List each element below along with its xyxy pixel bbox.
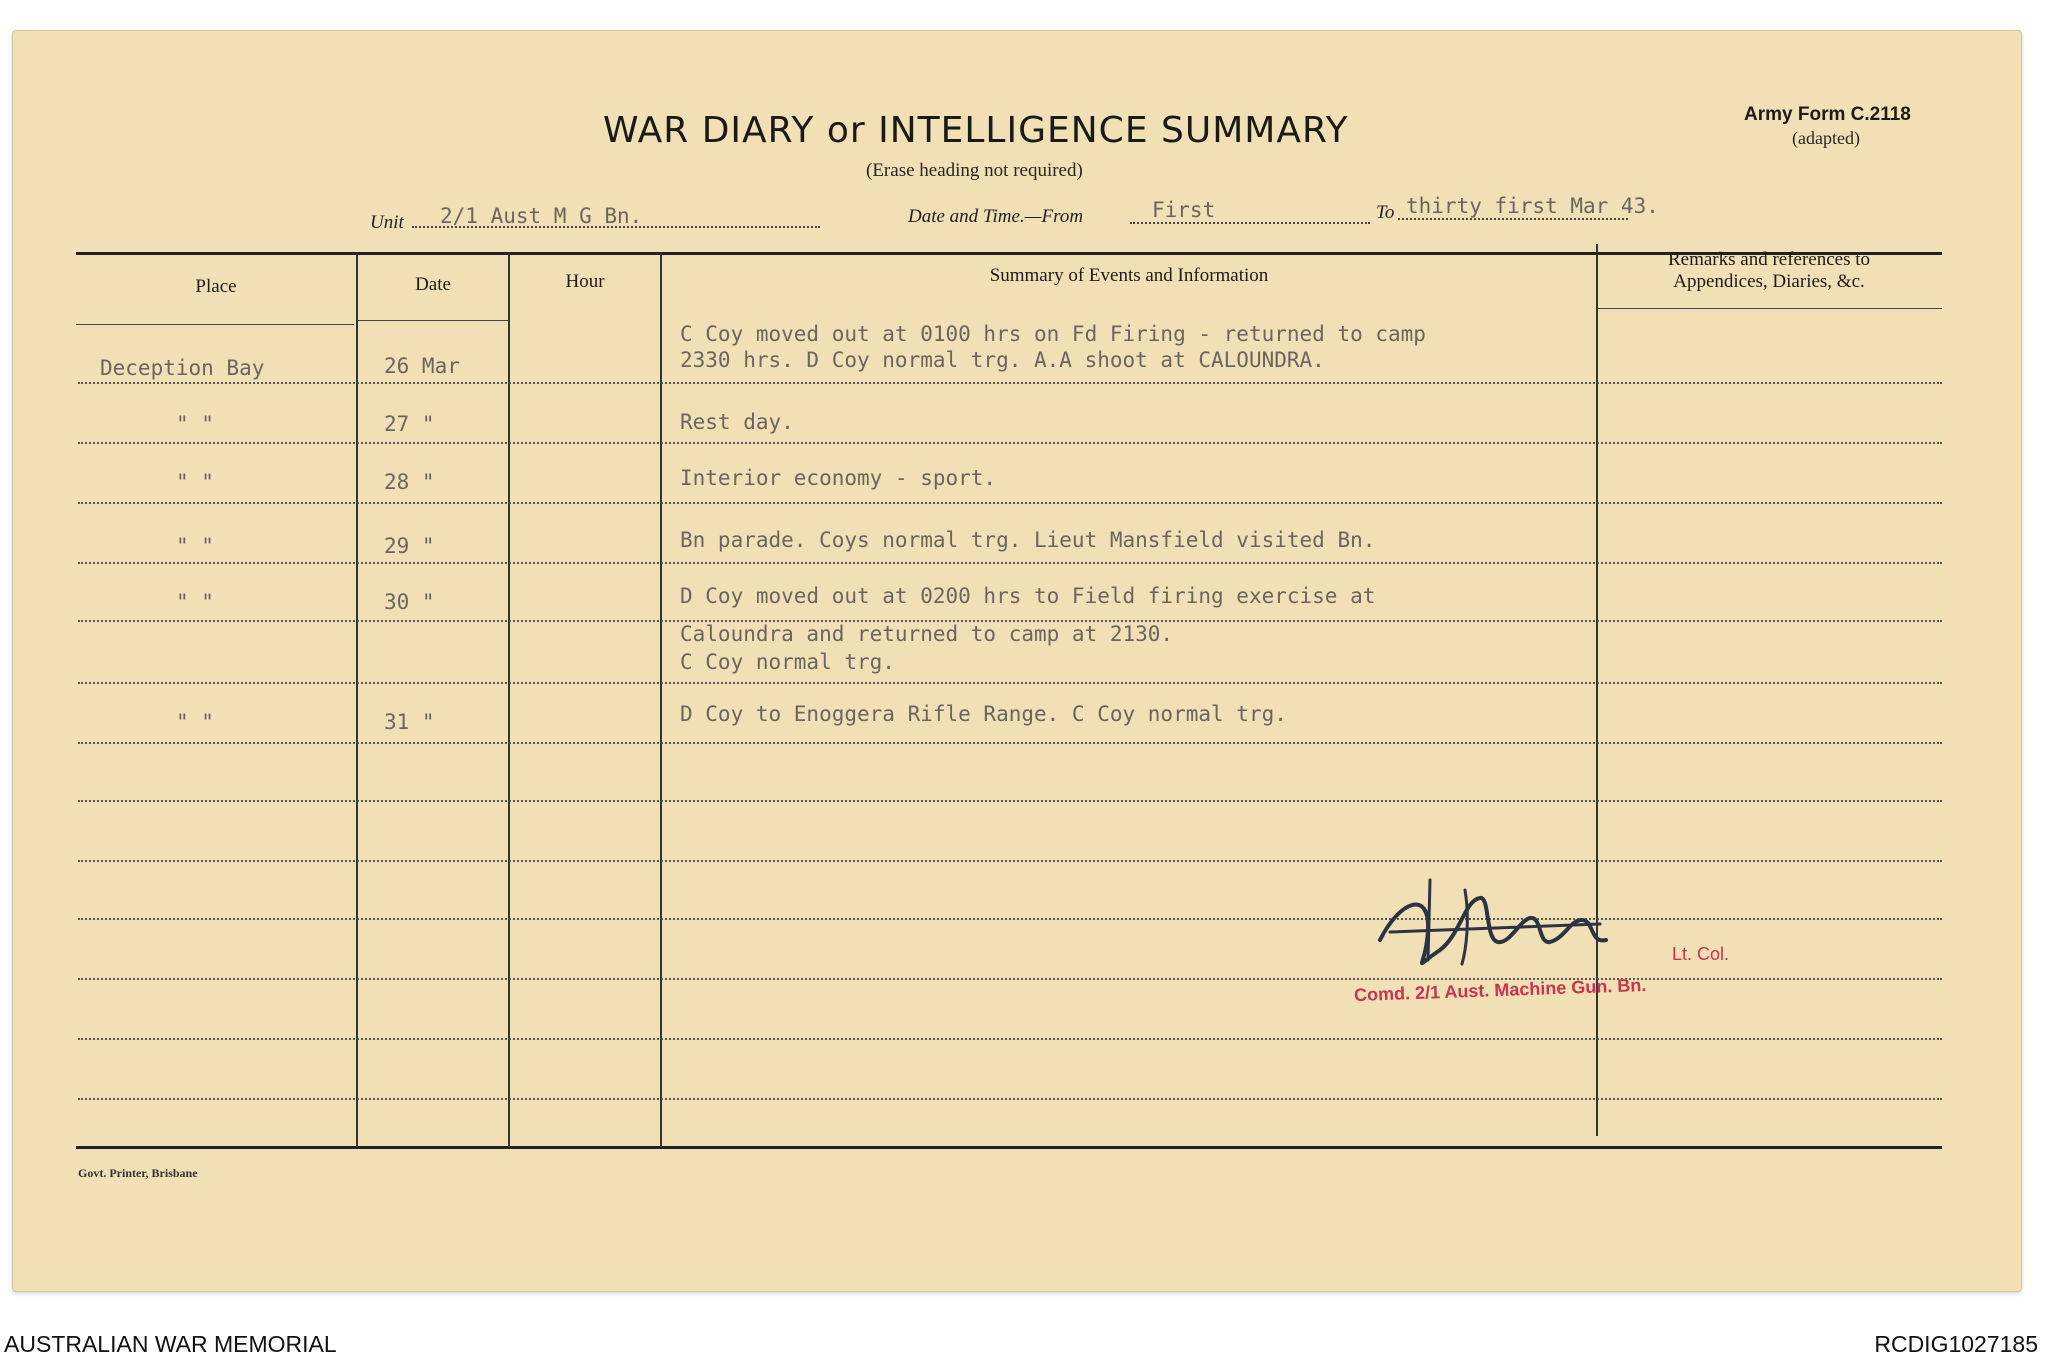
to-label: To bbox=[1376, 202, 1395, 223]
column-header-date: Date bbox=[415, 274, 451, 295]
entry-place: " " bbox=[176, 534, 214, 558]
column-divider-summary bbox=[1596, 244, 1598, 1136]
row-rule bbox=[78, 682, 1942, 684]
army-form-number: Army Form C.2118 bbox=[1744, 104, 1911, 125]
row-rule bbox=[78, 1098, 1942, 1100]
entry-place: " " bbox=[176, 470, 214, 494]
column-header-place: Place bbox=[195, 276, 237, 297]
entry-place: " " bbox=[176, 590, 214, 614]
entry-summary-line: C Coy moved out at 0100 hrs on Fd Firing - returned to camp bbox=[680, 322, 1426, 346]
commander-stamp: Comd. 2/1 Aust. Machine Gun. Bn. bbox=[1353, 974, 1647, 1006]
heading-note: (Erase heading not required) bbox=[866, 160, 1083, 181]
row-rule bbox=[78, 978, 1942, 980]
column-header-hour: Hour bbox=[565, 271, 605, 292]
printer-imprint: Govt. Printer, Brisbane bbox=[78, 1166, 198, 1180]
entry-date: 28 " bbox=[384, 470, 435, 494]
entry-summary-line: D Coy to Enoggera Rifle Range. C Coy normal trg. bbox=[680, 702, 1287, 726]
entry-date: 26 Mar bbox=[384, 354, 460, 378]
row-rule bbox=[78, 382, 1942, 384]
commander-signature bbox=[1370, 860, 1620, 980]
column-divider-place bbox=[356, 252, 358, 1148]
to-dotted-line bbox=[1398, 218, 1628, 220]
column-divider-hour bbox=[660, 252, 662, 1148]
column-divider-date bbox=[508, 252, 510, 1148]
to-value: thirty first Mar 43. bbox=[1406, 194, 1659, 218]
entry-summary-line: Bn parade. Coys normal trg. Lieut Mansfield visited Bn. bbox=[680, 528, 1376, 552]
row-rule bbox=[78, 800, 1942, 802]
header-underline-date bbox=[358, 320, 508, 321]
row-rule bbox=[78, 918, 1942, 920]
unit-value: 2/1 Aust M G Bn. bbox=[440, 204, 643, 228]
entry-place: " " bbox=[176, 710, 214, 734]
rank-suffix: Lt. Col. bbox=[1672, 944, 1730, 964]
header-underline-place bbox=[76, 324, 354, 325]
entry-date: 31 " bbox=[384, 710, 435, 734]
header-underline-remarks bbox=[1598, 308, 1942, 309]
image-reference: RCDIG1027185 bbox=[1874, 1331, 2038, 1357]
entry-date: 30 " bbox=[384, 590, 435, 614]
entry-place: " " bbox=[176, 412, 214, 436]
entry-summary-line: D Coy moved out at 0200 hrs to Field firing exercise at bbox=[680, 584, 1376, 608]
row-rule bbox=[78, 502, 1942, 504]
entry-summary-line: 2330 hrs. D Coy normal trg. A.A shoot at CALOUNDRA. bbox=[680, 348, 1325, 372]
entry-summary-line: Rest day. bbox=[680, 410, 794, 434]
entry-summary-line: Caloundra and returned to camp at 2130. bbox=[680, 622, 1174, 646]
from-dotted-line bbox=[1130, 222, 1370, 224]
entry-summary-line: C Coy normal trg. bbox=[680, 650, 895, 674]
entry-date: 29 " bbox=[384, 534, 435, 558]
datetime-label: Date and Time.—From bbox=[908, 206, 1084, 227]
entry-place: Deception Bay bbox=[100, 356, 265, 380]
entry-summary-line: Interior economy - sport. bbox=[680, 466, 997, 490]
row-rule bbox=[78, 562, 1942, 564]
unit-label: Unit bbox=[370, 212, 404, 233]
from-value: First bbox=[1152, 198, 1216, 222]
column-header-remarks: Remarks and references to Appendices, Diaries, &c. bbox=[1667, 249, 1871, 292]
entry-date: 27 " bbox=[384, 412, 435, 436]
adapted-note: (adapted) bbox=[1792, 128, 1860, 148]
row-rule bbox=[78, 442, 1942, 444]
row-rule bbox=[78, 860, 1942, 862]
column-header-summary: Summary of Events and Information bbox=[989, 265, 1269, 286]
page-title: WAR DIARY or INTELLIGENCE SUMMARY bbox=[603, 110, 1349, 151]
row-rule bbox=[78, 742, 1942, 744]
row-rule bbox=[78, 1038, 1942, 1040]
archive-name: AUSTRALIAN WAR MEMORIAL bbox=[4, 1331, 337, 1357]
